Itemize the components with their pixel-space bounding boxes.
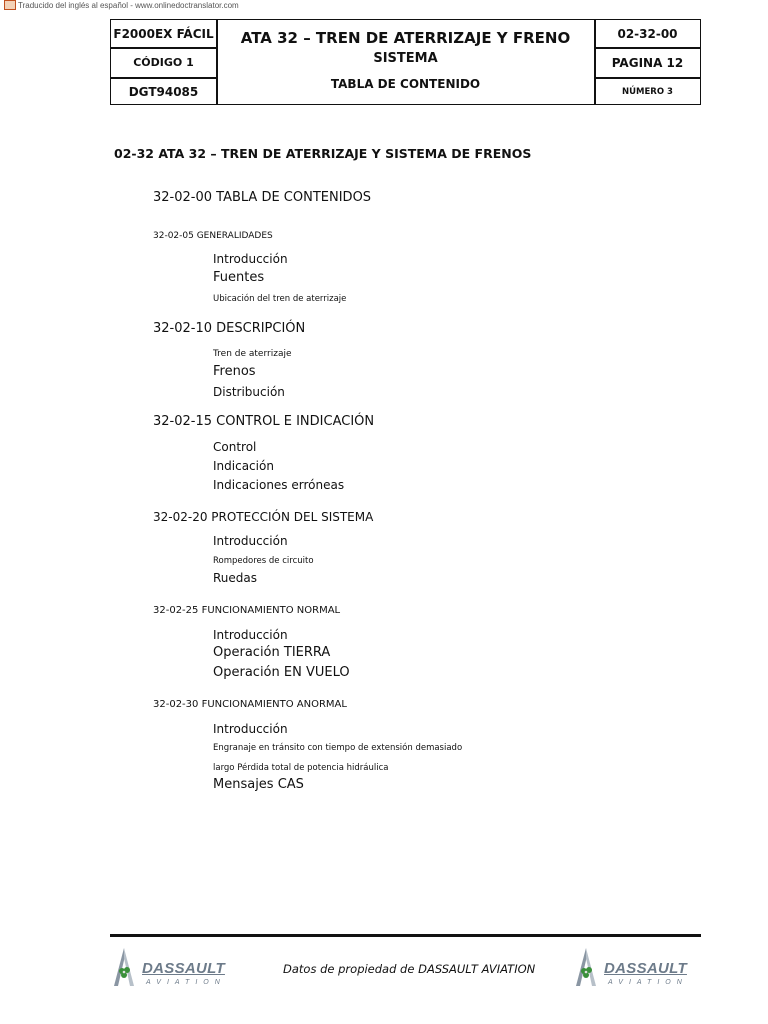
logo-name: DASSAULT xyxy=(142,960,225,977)
toc-heading-32-02-10[interactable]: 32-02-10 DESCRIPCIÓN xyxy=(153,321,306,336)
toc-item[interactable]: Indicaciones erróneas xyxy=(213,478,345,492)
logo-subtitle: AVIATION xyxy=(146,979,226,986)
toc-heading-32-02-15[interactable]: 32-02-15 CONTROL E INDICACIÓN xyxy=(153,414,375,429)
toc-item[interactable]: Introducción xyxy=(213,252,288,266)
section-title: 02-32 ATA 32 – TREN DE ATERRIZAJE Y SISTEMA DE FRENOS xyxy=(114,146,532,161)
page-number: PAGINA 12 xyxy=(611,55,684,70)
toc-item[interactable]: Rompedores de circuito xyxy=(213,556,314,566)
issue-number: NÚMERO 3 xyxy=(622,86,673,97)
footer-rule xyxy=(110,934,701,937)
document-header-table xyxy=(110,19,701,105)
toc-item[interactable]: Frenos xyxy=(213,364,256,379)
toc-heading-32-02-20[interactable]: 32-02-20 PROTECCIÓN DEL SISTEMA xyxy=(153,510,374,524)
dassault-logo-left xyxy=(110,946,240,990)
toc-item[interactable]: Ubicación del tren de aterrizaje xyxy=(213,294,347,304)
code-label: CÓDIGO 1 xyxy=(133,56,194,69)
toc-item[interactable]: Introducción xyxy=(213,534,288,548)
logo-name: DASSAULT xyxy=(604,960,687,977)
toc-item[interactable]: Tren de aterrizaje xyxy=(213,349,292,359)
toc-item[interactable]: Control xyxy=(213,440,257,454)
translator-icon xyxy=(4,0,16,10)
toc-heading-32-02-30[interactable]: 32-02-30 FUNCIONAMIENTO ANORMAL xyxy=(153,699,347,710)
toc-item[interactable]: Distribución xyxy=(213,385,285,399)
toc-item[interactable]: Introducción xyxy=(213,628,288,642)
footer-text: Datos de propiedad de DASSAULT AVIATION xyxy=(283,962,536,976)
toc-item[interactable]: Engranaje en tránsito con tiempo de extensión demasiado xyxy=(213,743,463,753)
toc-item[interactable]: Mensajes CAS xyxy=(213,777,304,792)
toc-item[interactable]: Ruedas xyxy=(213,571,258,585)
toc-item[interactable]: Operación EN VUELO xyxy=(213,665,350,680)
toc-heading-32-02-25[interactable]: 32-02-25 FUNCIONAMIENTO NORMAL xyxy=(153,605,341,616)
header-subtitle: TABLA DE CONTENIDO xyxy=(330,77,481,91)
logo-subtitle: AVIATION xyxy=(608,979,688,986)
toc-heading-32-02-00[interactable]: 32-02-00 TABLA DE CONTENIDOS xyxy=(153,190,372,205)
dassault-emblem-icon xyxy=(110,946,142,988)
header-title-line2: SISTEMA xyxy=(373,50,438,66)
toc-heading-32-02-05[interactable]: 32-02-05 GENERALIDADES xyxy=(153,231,273,241)
header-title-line1: ATA 32 – TREN DE ATERRIZAJE Y FRENO xyxy=(240,29,571,47)
chapter-number: 02-32-00 xyxy=(617,26,678,41)
toc-item[interactable]: largo Pérdida total de potencia hidráulica xyxy=(213,763,389,773)
translator-note-text: Traducido del inglés al español - www.onlinedoctranslator.com xyxy=(18,0,239,10)
toc-item[interactable]: Introducción xyxy=(213,722,288,736)
dassault-logo-right xyxy=(572,946,702,990)
dassault-emblem-icon xyxy=(572,946,604,988)
toc-item[interactable]: Fuentes xyxy=(213,270,265,285)
document-id: DGT94085 xyxy=(128,84,199,99)
toc-item[interactable]: Indicación xyxy=(213,459,274,473)
toc-item[interactable]: Operación TIERRA xyxy=(213,645,331,660)
translator-note[interactable] xyxy=(4,0,239,10)
aircraft-model: F2000EX FÁCIL xyxy=(113,26,214,41)
